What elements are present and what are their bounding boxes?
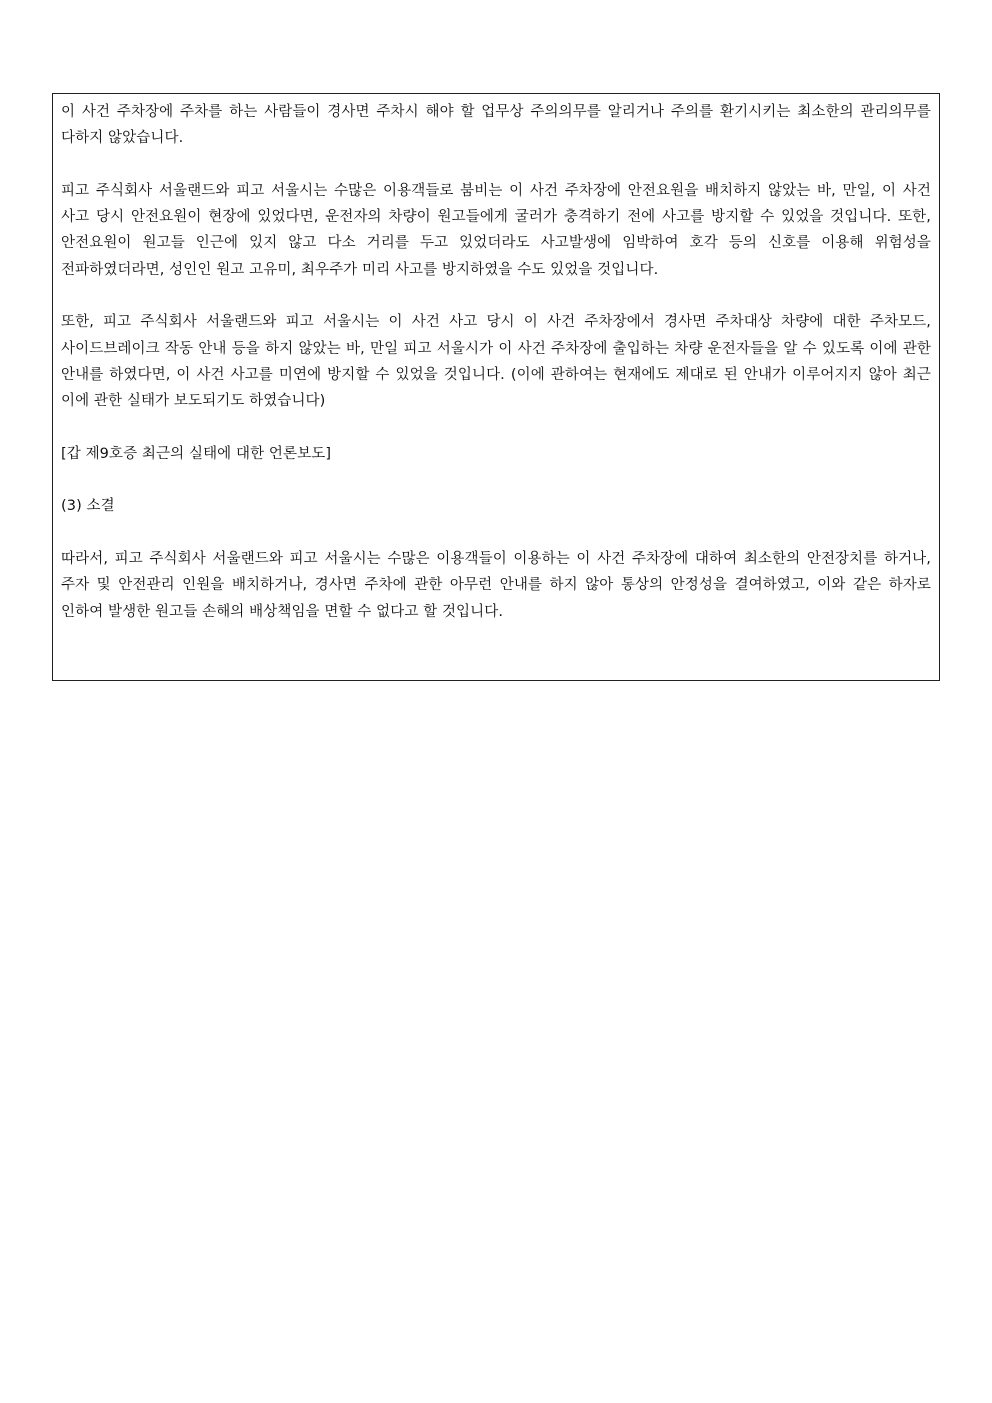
paragraph-spacer [61, 283, 931, 309]
paragraph-spacer [61, 467, 931, 493]
paragraph-management-duty: 이 사건 주차장에 주차를 하는 사람들이 경사면 주차시 해야 할 업무상 주의의무를 알리거나 주의를 환기시키는 최소한의 관리의무를 다하지 않았습니다. [61, 104, 931, 147]
document-text-box [52, 93, 940, 681]
paragraph-spacer [61, 415, 931, 441]
paragraph-spacer [61, 520, 931, 546]
paragraph-evidence-reference: [갑 제9호증 최근의 실태에 대한 언론보도] [61, 445, 332, 462]
paragraph-safety-staff: 피고 주식회사 서울랜드와 피고 서울시는 수많은 이용객들로 붐비는 이 사건 주차장에 안전요원을 배치하지 않았는 바, 만일, 이 사건 사고 당시 안전요원이 현장에 있었다면, 운전자의 차량이 원고들에게 굴러가 충격하기 전에 사고를 방지할 수 있었을 것입니다. 또한, 안전요원이 원고들 인근에 있지 않고 다소 거리를 두고 있었더라도 사고발생에 임박하여 호각 등의 신호를 이용해 위험성을 전파하였더라면, 성인인 원고 고유미, 최우주가 미리 사고를 방지하였을 수도 있었을 것입니다. [61, 182, 931, 278]
paragraph-parking-guidance: 또한, 피고 주식회사 서울랜드와 피고 서울시는 이 사건 사고 당시 이 사건 주차장에서 경사면 주차대상 차량에 대한 주차모드, 사이드브레이크 작동 안내 등을 하지 않았는 바, 만일 피고 서울시가 이 사건 주차장에 출입하는 차량 운전자들을 알 수 있도록 이에 관한 안내를 하였다면, 이 사건 사고를 미연에 방지할 수 있었을 것입니다. (이에 관하여는 현재에도 제대로 된 안내가 이루어지지 않아 최근 이에 관한 실태가 보도되기도 하였습니다) [61, 314, 931, 410]
paragraph-spacer [61, 152, 931, 178]
section-heading-conclusion: (3) 소결 [61, 498, 115, 515]
paragraph-conclusion: 따라서, 피고 주식회사 서울랜드와 피고 서울시는 수많은 이용객들이 이용하는 이 사건 주차장에 대하여 최소한의 안전장치를 하거나, 주자 및 안전관리 인원을 배치하거나, 경사면 주차에 관한 아무런 안내를 하지 않아 통상의 안정성을 결여하였고, 이와 같은 하자로 인하여 발생한 원고들 손해의 배상책임을 면할 수 없다고 할 것입니다. [61, 551, 931, 620]
